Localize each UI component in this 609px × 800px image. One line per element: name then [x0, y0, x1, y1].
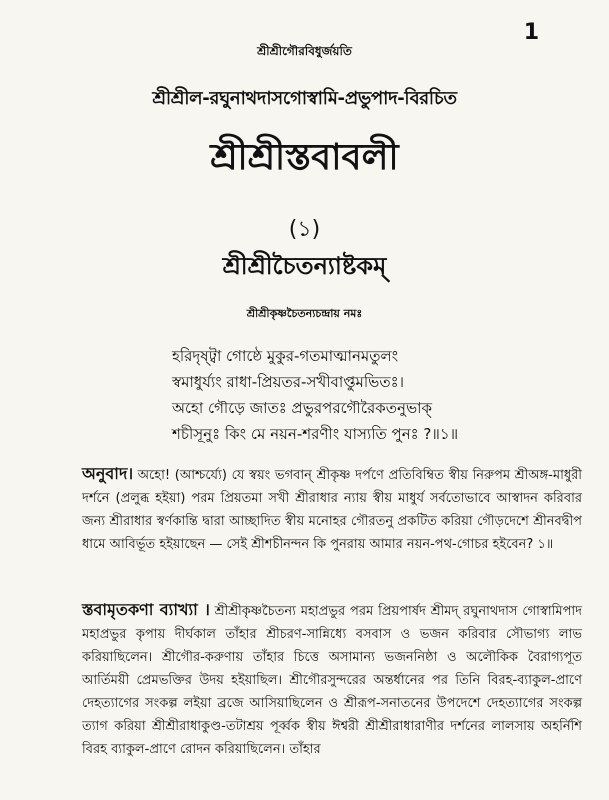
verse-line: অহো গৌড়ে জাতঃ প্রভুরপরগৌরৈকতনুভাক্	[172, 399, 432, 417]
section-title: শ্রীশ্রীচৈতন্যাষ্টকম্	[222, 252, 387, 280]
section-number: (১)	[288, 217, 321, 242]
translation-heading: অনুবাদ।	[82, 464, 134, 483]
translation-text: অহো! (আশ্চর্য্যে) যে স্বয়ং ভগবান্ শ্রীকৃষ্ণ দর্পণে প্রতিবিম্বিত স্বীয় নিরুপম শ্রীঅঙ্গ-মাধুরী দর্শনে (প্রলুব্ধ হইয়া) পরম প্রিয়তমা সখী শ্রীরাধার ন্যায় স্বীয় মাধুর্য সর্বতোভাবে আস্বাদন করিবার জন্য শ্রীরাধার স্বর্ণকান্তি দ্বারা আচ্ছাদিত স্বীয় মনোহর গৌরতনু প্রকটিত করিয়া গৌড়দেশে শ্রীনবদ্বীপ ধামে আবির্ভূত হইয়াছেন — সেই শ্রীশচীনন্দন কি পুনরায় আমার নয়ন-পথ-গোচর হইবেন? ১॥	[82, 468, 582, 552]
author-line: শ্রীশ্রীল-রঘুনাথদাসগোস্বামি-প্রভুপাদ-বিরচিত	[152, 88, 457, 109]
verse-line: হরিদৃষ্ট্বা গোষ্ঠে মুকুর-গতমাত্মানমতুলং	[172, 347, 399, 365]
obeisance: শ্রীশ্রীকৃষ্ণচৈতন্যচন্দ্রায় নমঃ	[246, 307, 363, 320]
commentary-paragraph	[82, 598, 582, 761]
verse-line: শচীসূনুঃ কিং মে নয়ন-শরণীং যাস্যতি পুনঃ ?॥১॥	[172, 425, 459, 443]
invocation: শ্রীশ্রীগৌরবিধুর্জয়তি	[257, 44, 352, 58]
commentary-heading: স্তবামৃতকণা ব্যাখ্যা ।	[82, 600, 210, 619]
verse	[172, 343, 458, 447]
translation-paragraph	[82, 462, 582, 556]
page-number: 1	[523, 20, 539, 45]
verse-line: স্বমাধুর্য্যং রাধা-প্রিয়তর-সখীবাপ্তুমভিতঃ।	[172, 373, 404, 391]
book-title: শ্রীশ্রীস্তবাবলী	[210, 137, 399, 178]
commentary-text: শ্রীশ্রীকৃষ্ণচৈতন্য মহাপ্রভুর পরম প্রিয়পার্ষদ শ্রীমদ্ রঘুনাথদাস গোস্বামিপাদ মহাপ্রভুর কৃপায় দীর্ঘকাল তাঁহার শ্রীচরণ-সান্নিধ্যে বসবাস ও ভজন করিবার সৌভাগ্য লাভ করিয়াছিলেন। শ্রীগৌর-করুণায় তাঁহার চিত্তে অসামান্য ভজননিষ্ঠা ও অলৌকিক বৈরাগ্যপূত আর্তিময়ী প্রেমভক্তির উদয় হইয়াছিল। শ্রীগৌরসুন্দরের অন্তর্ধানের পর তিনি বিরহ-ব্যাকুল-প্রাণে দেহত্যাগের সংকল্প লইয়া ব্রজে আসিয়াছিলেন ও শ্রীরূপ-সনাতনের উপদেশে দেহত্যাগের সংকল্প ত্যাগ করিয়া শ্রীশ্রীরাধাকুণ্ড-তটাশ্রয় পূর্ব্বক স্বীয় ঈশ্বরী শ্রীশ্রীরাধারাণীর দর্শনের লালসায় অহর্নিশি বিরহ ব্যাকুল-প্রাণে রোদন করিয়াছিলেন। তাঁহার	[82, 604, 582, 757]
